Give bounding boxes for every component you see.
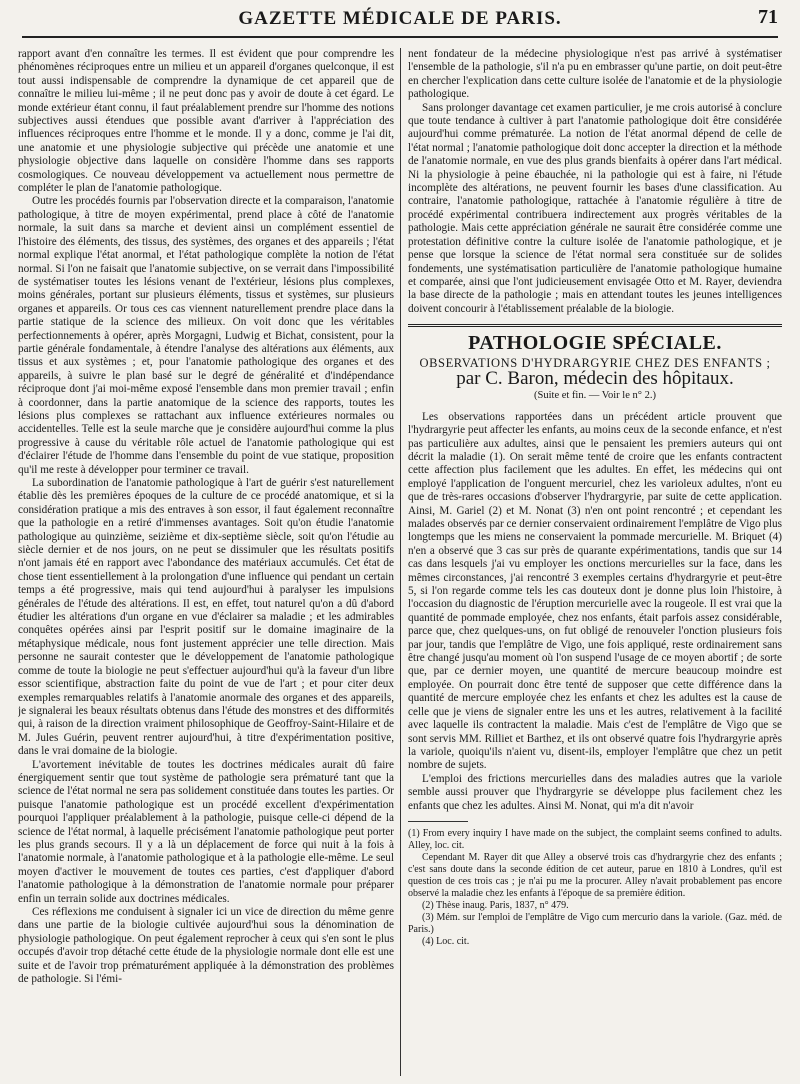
right-intro-paragraph-1: nent fondateur de la médecine physiologique n'est pas arrivé à systématiser l'ensemble de la pathologie, s'il n'a pu en embrasser qu'une partie, on doit peut-être en chercher l'explication dans cette culture isolée de l'anatomie et de la physiologie pathologique.: [408, 48, 782, 101]
left-paragraph-4: L'avortement inévitable de toutes les doctrines médicales aurait dû faire énergiquement sentir que tout système de pathologie sera prématuré tant que la science de l'état normal ne sera pas solidement constituée dans toutes les parties. Or puisque l'anatomie pathologique est un procédé excellent d'expérimentation pourquoi l'appliquer préalablement à la pathologie, puisque celle-ci dépend de la science de l'état normal, à laquelle précisément l'anatomie pathologique peut porter les plus grands secours. Il y a là un déplacement de force qui nuit à la fois à l'anatomie normale, à l'anatomie pathologique et à la pathologie elle-même. Le seul moyen d'activer le mouvement de toutes ces parties, c'est d'appliquer d'abord l'anatomie pathologique à la démonstration de l'anatomie normale pour préparer enfin un terrain solide aux doctrines médicales.: [18, 758, 394, 905]
left-paragraph-2: Outre les procédés fournis par l'observation directe et la comparaison, l'anatomie pathologique, à titre de moyen expérimental, prend place à côté de l'anatomie normale, la suit dans sa marche et devient ainsi un complément essentiel de l'histoire des éléments, des tissus, des systèmes, des organes et des appareils ; l'état normal explique l'état anormal, et l'état pathologique complète la notion de l'état normal. Si l'on ne faisait que l'anatomie subjective, on se verrait dans l'impossibilité de systématiser toutes les lésions venant de l'extérieur, lésions plus complexes, moins générales, portant sur plusieurs éléments, tissus et systèmes, sur plusieurs organes et appareils. Or tous ces cas viennent naturellement prendre place dans la partie statique de la science des milieux. On voit donc que les véritables perfectionnements à opérer, après Morgagni, Ludwig et Bichat, consistent, pour la partie générale fondamentale, à étendre l'analyse des altérations aux éléments, aux tissus et aux systèmes ; et, pour l'anatomie pathologique des organes et des appareils, à suivre le plan basé sur le degré de généralité et d'indépendance réciproque dont j'ai moi-même exposé l'ensemble dans mon premier travail ; enfin à coordonner, dans la partie anatomique de la science des rapports, toutes les lésions plus complexes se rattachant aux influence extérieures normales ou accidentelles. Telle est la seule marche que je considère aujourd'hui comme la plus progressive à cause du véritable rôle actuel de l'anatomie pathologique qui est d'éclairer l'étude de l'homme dans l'ensemble du point de vue statique, proposition qu'il me reste à développer pour terminer ce travail.: [18, 195, 394, 476]
left-paragraph-3: La subordination de l'anatomie pathologique à l'art de guérir s'est naturellement établie dès les premières époques de la culture de ce procédé anatomique, et si la considération pratique a mis des entraves à son essor, il faut également reconnaître que la pathologie en a retiré d'immenses avantages. Soit qu'on étudie l'anatomie pathologique au quinzième, seizième et dix-septième siècle, soit qu'on l'étudie au siècle dernier et de nos jours, on ne peut se dissimuler que les résultats positifs n'ont jamais été en rapport avec l'abondance des matériaux accumulés. Cet état de chose tient essentiellement à la prolongation d'une influence qui pendant un certain temps a été progressive, mais qui tend aujourd'hui à paralyser les impulsions générales de l'étude des altérations. Il est, en effet, tout naturel qu'on a dû d'abord étudier les altérations d'un organe en vue d'éclairer sa maladie ; et les admirables conquêtes opérées ainsi par l'esprit positif sur le domaine imaginaire de la métaphysique médicale, nous font justement apprécier une telle direction. Mais personne ne saurait contester que le développement de l'anatomie pathologique comme de toute la biologie ne peut s'effectuer aujourd'hui qu'à la faveur d'un libre essor scientifique, abstraction faite du point de vue de l'art ; et pour citer deux exemples remarquables relatifs à l'anatomie anormale des organes et des appareils, je signalerai les beaux résultats obtenus dans l'étude des monstres et des difformités qui, à raison de la direction vraiment philosophique de Geoffroy-Saint-Hilaire et de M. Jules Guérin, peuvent rentrer aujourd'hui, à titre d'expérimentation positive, dans le vrai domaine de la biologie.: [18, 477, 394, 758]
section-title: PATHOLOGIE SPÉCIALE.: [468, 332, 722, 355]
page-header: [22, 6, 778, 38]
footnote-1: (1) From every inquiry I have made on the subject, the complaint seems confined to adults. Alley, loc. cit.: [408, 827, 782, 851]
footnote-1-continuation: Cependant M. Rayer dit que Alley a observé trois cas d'hydrargyrie chez des enfants ; c'est sans doute dans la seconde édition de cet auteur, parue en 1810 à Londres, qu'il est question de ces trois cas ; je n'ai pu me la procurer. Alley n'avait probablement pas encore observé la maladie chez les enfants à l'époque de sa première édition.: [408, 851, 782, 899]
footnote-2: (2) Thèse inaug. Paris, 1837, n° 479.: [422, 899, 569, 911]
article-author: par C. Baron, médecin des hôpitaux.: [456, 367, 734, 389]
right-column: [408, 48, 782, 1076]
article-note: (Suite et fin. — Voir le n° 2.): [534, 390, 656, 402]
article-title: OBSERVATIONS D'HYDRARGYRIE CHEZ DES ENFANTS ;: [419, 355, 771, 370]
footnote-4: (4) Loc. cit.: [422, 935, 470, 947]
journal-title: GAZETTE MÉDICALE DE PARIS.: [238, 8, 562, 29]
article-paragraph-1: Les observations rapportées dans un précédent article prouvent que l'hydrargyrie peut affecter les enfants, au moins ceux de la seconde enfance, et n'est pas particulière aux adultes, ainsi que le pensaient les premiers auteurs qui ont décrit la maladie (1). On serait même tenté de croire que les enfants contractent cette affection plus facilement que les adultes. En effet, les médecins qui ont employé l'application de l'onguent mercuriel, chez les varioleux adultes, n'ont eu que de très-rares occasions d'observer l'hydrargyrie, par suite de cette application. Ainsi, M. Gariel (2) et M. Nonat (3) n'en ont point rencontré ; et cependant les malades observés par ce dernier conservaient ordinairement l'emplâtre de Vigo plus longtemps que les miens ne conservaient la pommade mercurielle. M. Briquet (4) n'en a observé que 3 cas sur près de quarante expérimentations, tandis que sur 14 cas dans lesquels j'ai vu employer les onctions mercurielles sur la face, dans les mêmes circonstances, j'ai rencontré 3 exemples certains d'hydrargyrie et peut-être 5, si l'on regarde comme tels les cas douteux dont je donne plus loin l'histoire, à l'occasion du diagnostic de l'éruption mercurielle avec la rougeole. Il est vrai que la quantité de pommade employée, chez nos enfants, était parfois assez considérable, parce que, chez quelques-uns, on fut obligé de renouveler l'onction plusieurs fois par jour, tandis que l'emplâtre de Vigo, une fois appliqué, reste ordinairement sans être changé jusqu'au moment où l'on suspend l'usage de ce moyen abortif ; de sorte que, par ce dernier moyen, une quantité de mercure beaucoup moindre est employée. On pourrait donc être tenté de supposer que cette différence dans la quantité de mercure employée chez les enfants et chez les adultes est la cause de celle que je viens de signaler entre les uns et les autres, relativement à la facilité avec laquelle ils contractent la maladie. Mais c'est de l'emplâtre de Vigo que se sont servis MM. Rilliet et Barthez, et ils ont observé quatre fois l'hydrargyrie après la variole, quoiqu'ils n'aient vu, disent-ils, employer l'emplâtre que chez un petit nombre de sujets.: [408, 410, 782, 772]
footnote-3: (3) Mém. sur l'emploi de l'emplâtre de Vigo cum mercurio dans la variole. (Gaz. méd. de Paris.): [408, 911, 782, 935]
page-number: 71: [758, 6, 778, 28]
right-intro-paragraph-2: Sans prolonger davantage cet examen particulier, je me crois autorisé à conclure que toute tendance à cultiver à part l'anatomie pathologique doit être considérée aujourd'hui comme prématurée. La notion de l'état anormal dépend de celle de l'état normal ; l'anatomie pathologique doit donc accepter la direction et la méthode de l'anatomie normale, en vue des plus grands bienfaits à opérer dans l'art médical. Ni la physiologie à peine ébauchée, ni la pathologie qui est à faire, ni l'étude incomplète des altérations, ne peuvent fournir les bases d'une classification. Au contraire, l'anatomie pathologique, rattachée à l'anatomie régulière à titre de procédé expérimental contribuera indirectement aux progrès véritables de la pathologie. Mais cette appréciation générale ne saurait être considérée comme une protestation définitive contre la culture isolée de l'anatomie pathologique, et je pense que lorsque la science de l'état normal sera constituée sur de solides fondements, une systématisation particulière de l'anatomie pathologique humaine et comparée, ainsi que l'ont judicieusement envisagée Otto et M. Rayer, deviendra la base directe de la pathologie ; mais en attendant toutes les jeunes intelligences doivent concourir à l'établissement préalable de la biologie.: [408, 101, 782, 315]
article-paragraph-2: L'emploi des frictions mercurielles dans des maladies autres que la variole semble aussi prouver que l'hydrargyrie se développe plus facilement chez les enfants que chez les adultes. Ainsi M. Nonat, qui m'a dit n'avoir: [408, 772, 782, 812]
section-rule: [408, 324, 782, 327]
column-divider: [400, 48, 401, 1076]
left-column: [18, 48, 394, 1076]
left-paragraph-1: rapport avant d'en connaître les termes. Il est évident que pour comprendre les phénomènes réciproques entre un milieu et un appareil d'organes quelconque, il est tout aussi indispensable de comprendre la dynamique de cet appareil que de connaître le milieu lui-même ; il ne peut donc pas y avoir de doute à cet égard. Le monde extérieur étant connu, il faut préalablement prendre sur l'homme des notions subjectives aussi étendues que possible avant d'arriver à l'appréciation des influences réciproques entre l'homme et le monde. Il y a donc, comme je l'ai dit, une anatomie et une physiologie subjective qui précède une anatomie et une physiologie objective dans laquelle on considère l'homme dans ses rapports cosmologiques. Ce nouveau développement va actuellement nous permettre de compléter le plan de l'anatomie pathologique.: [18, 48, 394, 195]
left-paragraph-5: Ces réflexions me conduisent à signaler ici un vice de direction du même genre dans une partie de la biologie cultivée aujourd'hui sous la dénomination de physiologie pathologique. On peut également reprocher à ceux qui s'en sont le plus occupés d'avoir trop détaché cette étude de la physiologie normale dont elle est une suite et de l'avoir trop prématurément appliquée à la démonstration des problèmes de pathologie. Si l'émi-: [18, 906, 394, 986]
footnote-rule: [408, 821, 468, 822]
